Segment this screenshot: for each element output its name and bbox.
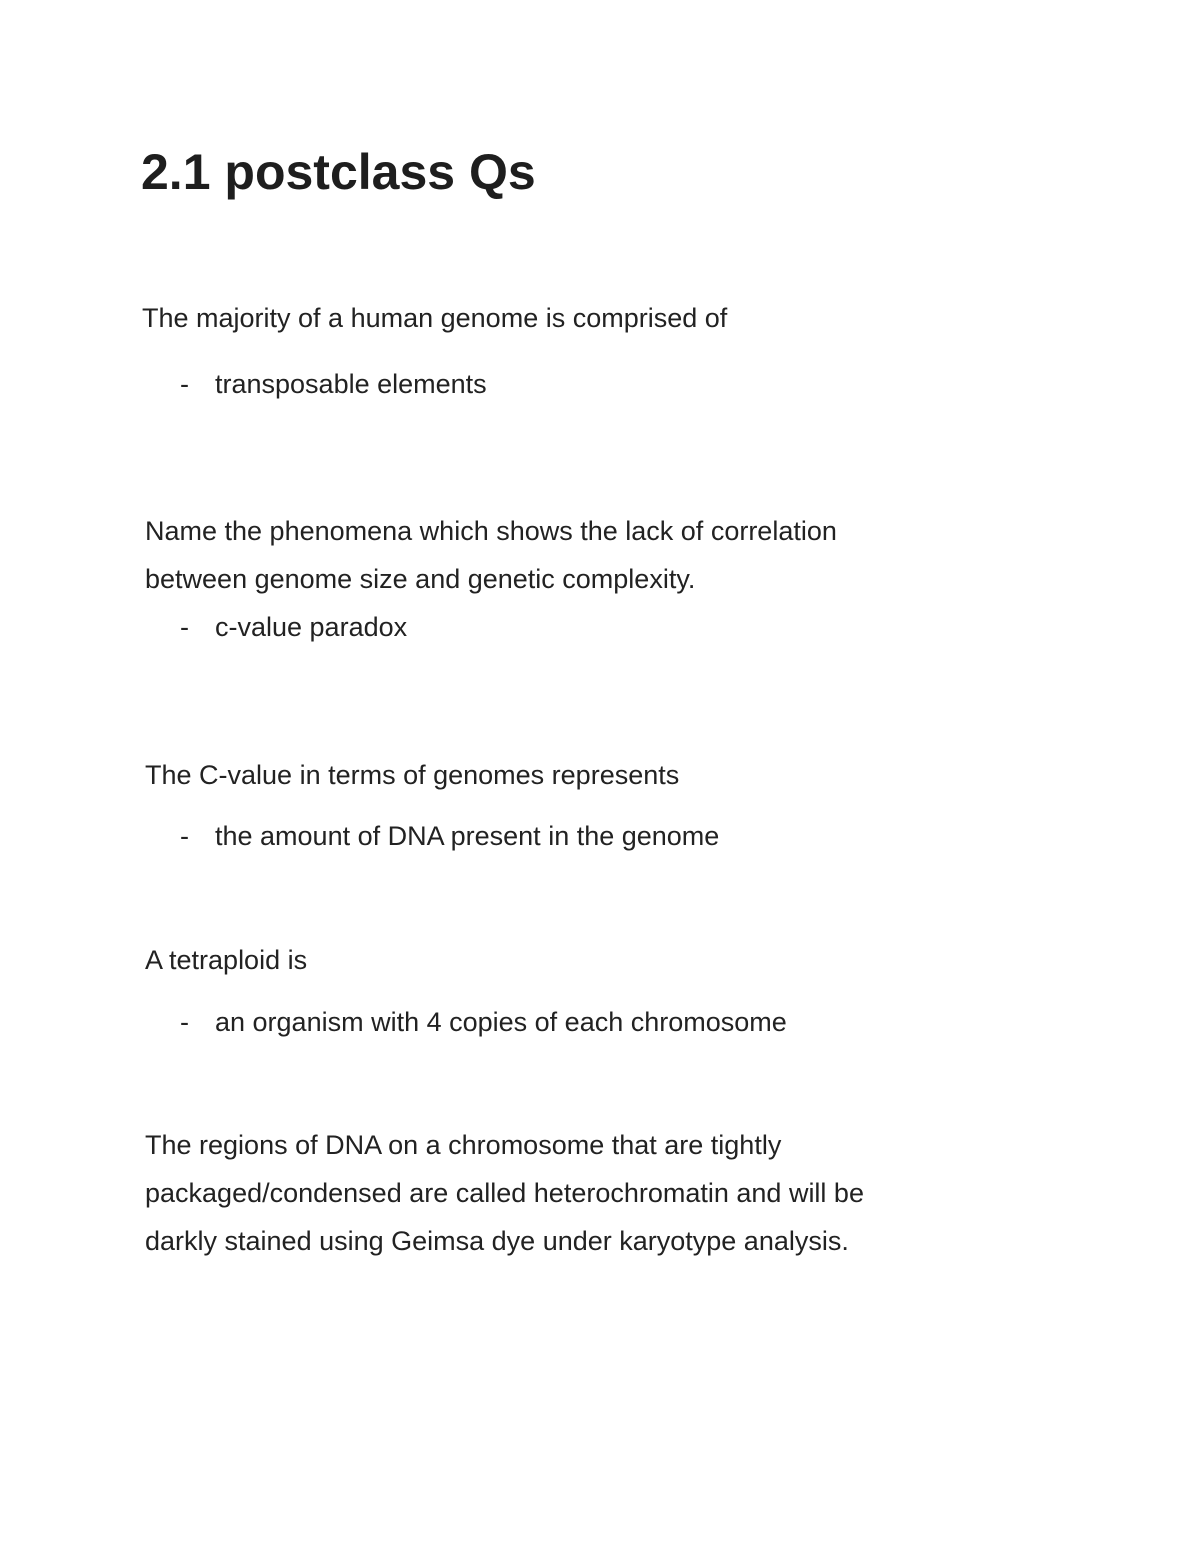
answer-text: the amount of DNA present in the genome [215, 821, 720, 851]
answer-item [0, 1002, 1200, 1042]
bullet-dash: - [180, 821, 189, 851]
question-text: A tetraploid is [145, 945, 308, 975]
page-title: 2.1 postclass Qs [141, 144, 536, 200]
question-text: The regions of DNA on a chromosome that are tightly [145, 1130, 782, 1160]
question-text: between genome size and genetic complexity. [145, 564, 696, 594]
answer-text: c-value paradox [215, 612, 408, 642]
answer-item [0, 816, 1200, 856]
question-text: Name the phenomena which shows the lack of correlation [145, 516, 837, 546]
bullet-dash: - [180, 1007, 189, 1037]
bullet-dash: - [180, 369, 189, 399]
bullet-dash: - [180, 612, 189, 642]
answer-item [0, 364, 1200, 404]
answer-text: an organism with 4 copies of each chromosome [215, 1007, 787, 1037]
question-text: darkly stained using Geimsa dye under karyotype analysis. [145, 1226, 849, 1256]
question-text: The C-value in terms of genomes represents [145, 760, 680, 790]
question-text: packaged/condensed are called heterochromatin and will be [145, 1178, 864, 1208]
answer-text: transposable elements [215, 369, 487, 399]
question-text: The majority of a human genome is comprised of [142, 303, 728, 333]
answer-item [0, 607, 1200, 647]
